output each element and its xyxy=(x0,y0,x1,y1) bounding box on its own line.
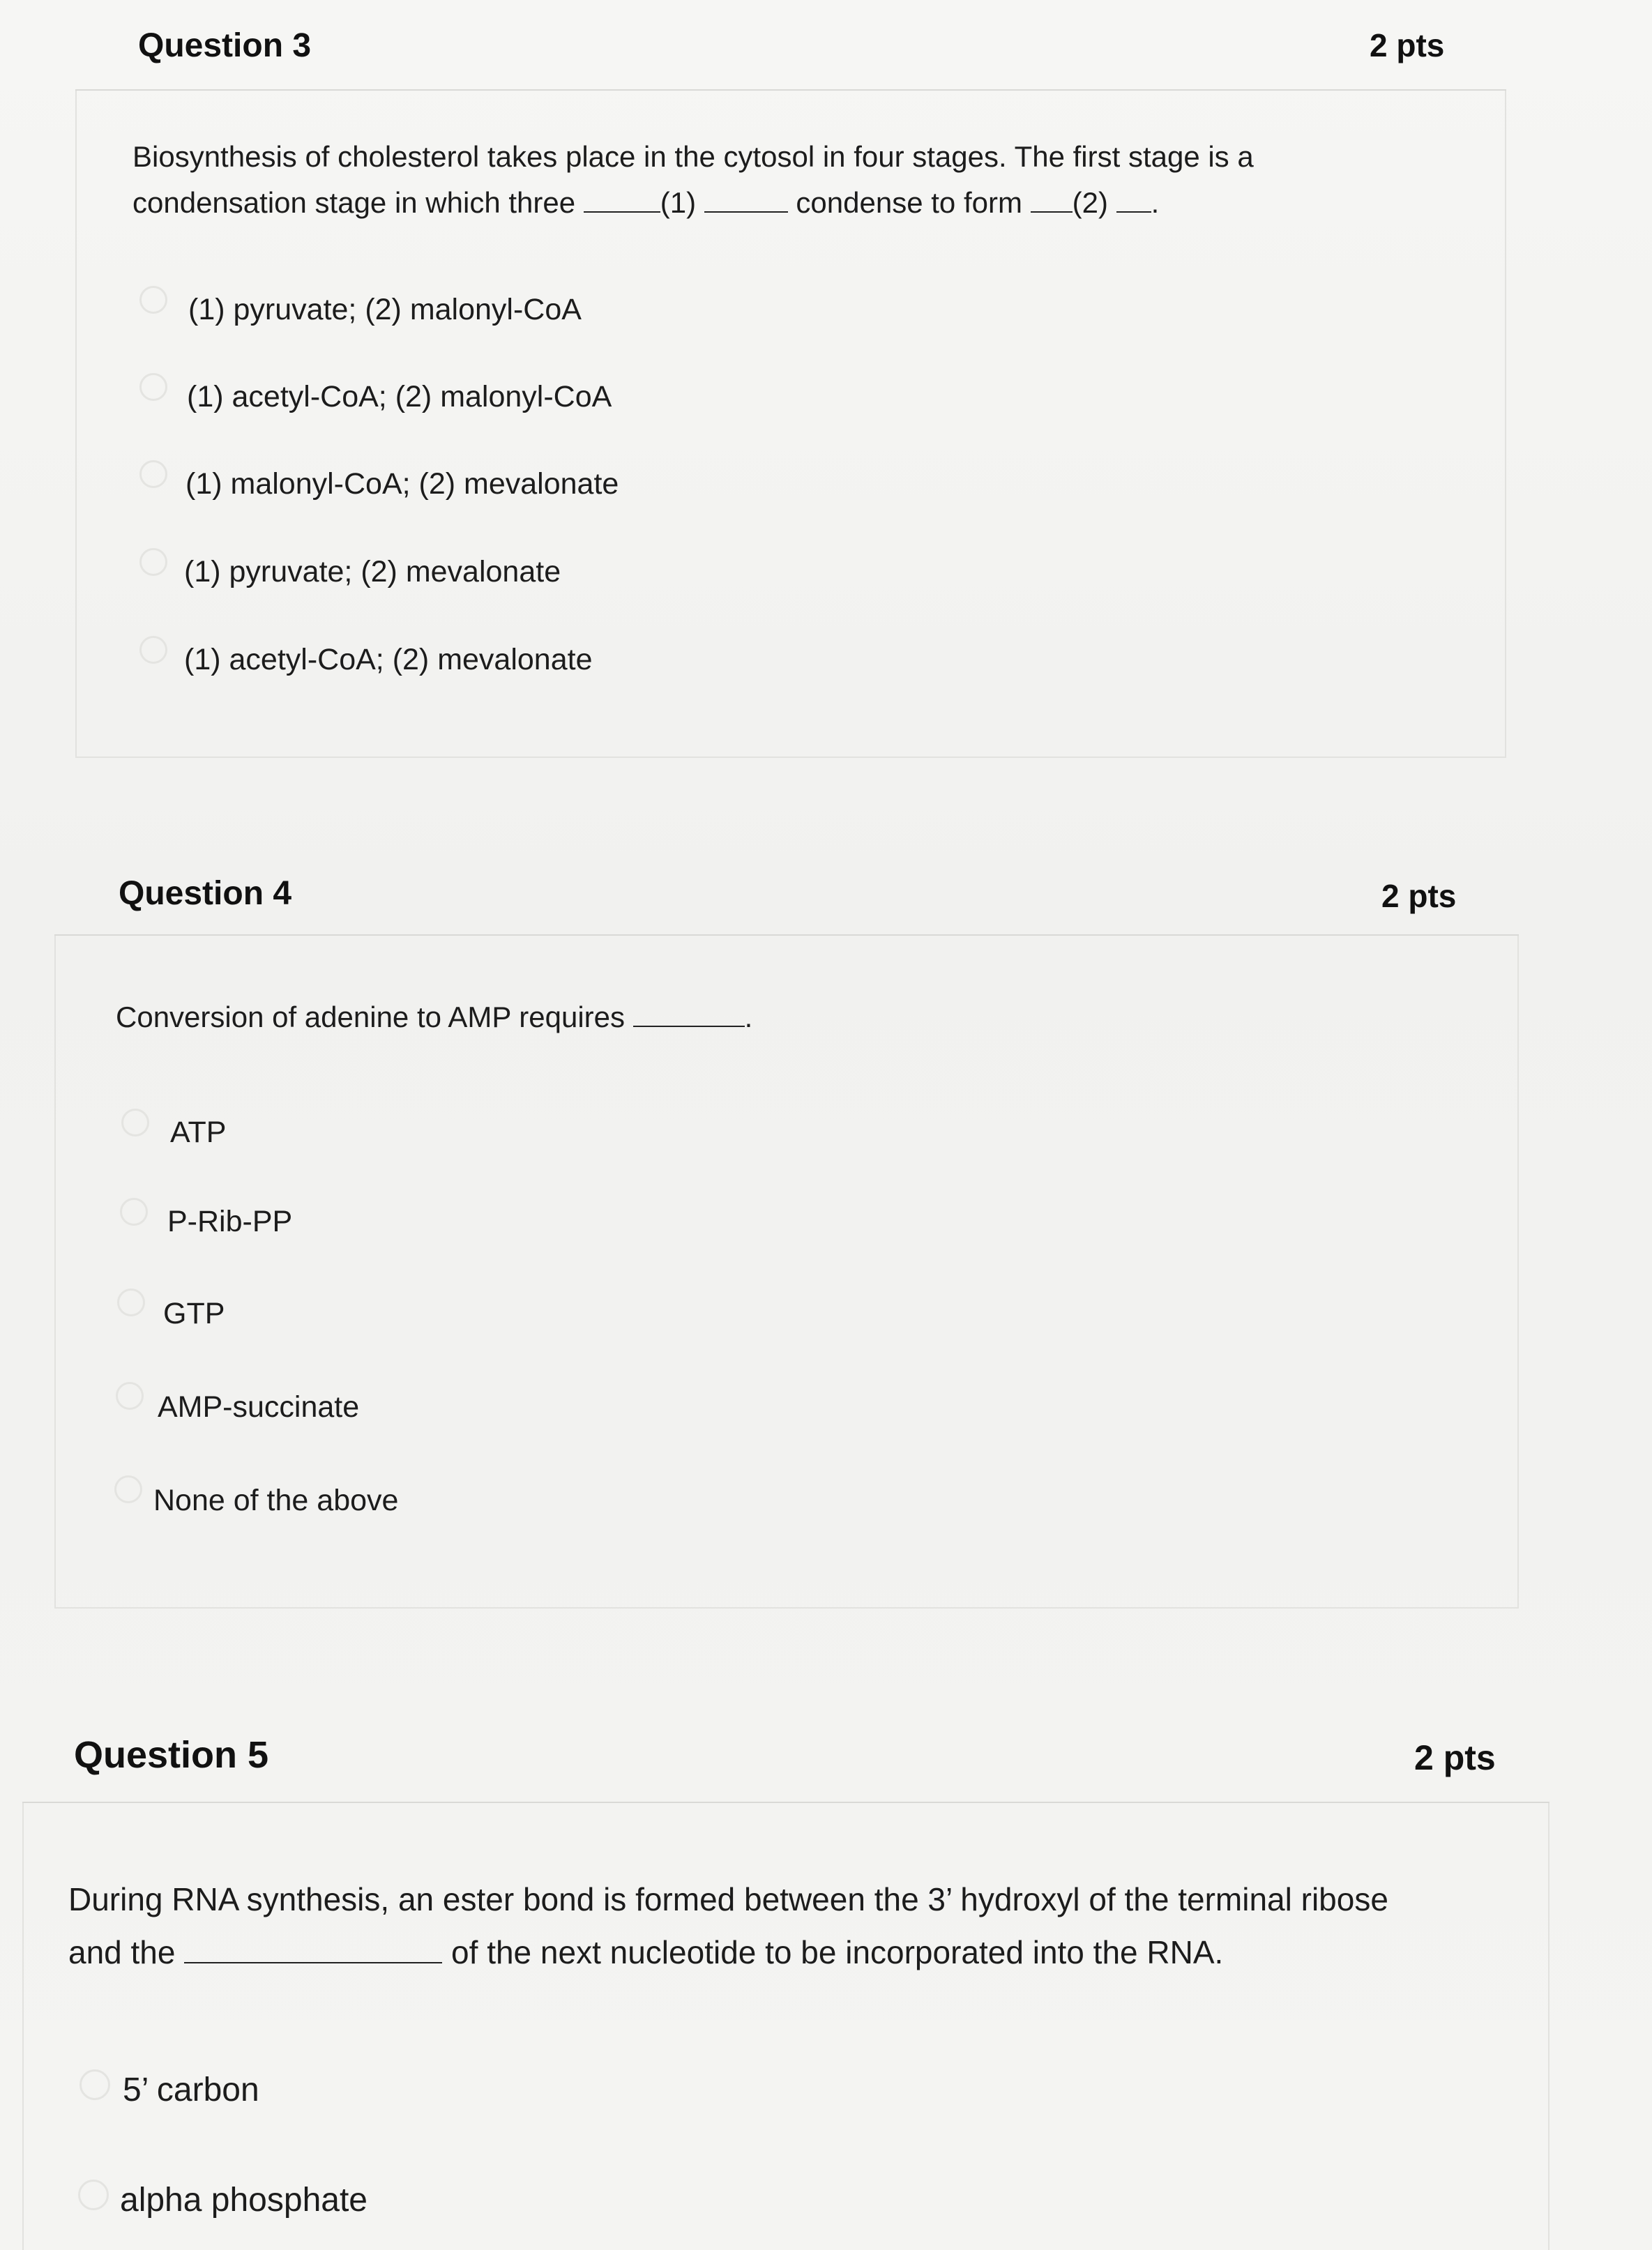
question-points: 2 pts xyxy=(1370,27,1445,63)
option-radio[interactable] xyxy=(116,1382,144,1410)
question-title: Question 3 xyxy=(138,27,312,64)
option-radio[interactable] xyxy=(139,636,167,664)
answer-blank xyxy=(584,185,660,213)
question-title: Question 5 xyxy=(74,1734,269,1776)
prompt-line-1: During RNA synthesis, an ester bond is formed between the 3’ hydroxyl of the terminal ribose xyxy=(68,1881,1388,1917)
answer-option[interactable]: GTP xyxy=(163,1297,225,1330)
answer-option[interactable]: ATP xyxy=(170,1116,227,1149)
question-body xyxy=(75,91,1506,758)
option-radio[interactable] xyxy=(117,1289,145,1316)
answer-option[interactable]: 5’ carbon xyxy=(123,2072,259,2108)
option-radio[interactable] xyxy=(120,1198,148,1226)
prompt-line-2: and the of the next nucleotide to be incorporated into the RNA. xyxy=(68,1934,1224,1970)
option-radio[interactable] xyxy=(114,1475,142,1503)
answer-option[interactable]: None of the above xyxy=(153,1484,399,1517)
option-radio[interactable] xyxy=(78,2180,109,2210)
question-prompt xyxy=(68,1873,1533,1979)
answer-option[interactable]: (1) malonyl-CoA; (2) mevalonate xyxy=(185,467,619,501)
answer-blank xyxy=(633,999,745,1027)
question-header xyxy=(54,844,1519,936)
answer-option[interactable]: P-Rib-PP xyxy=(167,1205,293,1238)
question-body xyxy=(54,936,1519,1609)
option-radio[interactable] xyxy=(79,2069,110,2100)
question-prompt xyxy=(132,134,1457,226)
question-4 xyxy=(54,844,1519,1607)
question-header xyxy=(75,0,1506,91)
option-radio[interactable] xyxy=(121,1109,149,1137)
answer-blank xyxy=(1116,185,1151,213)
question-points: 2 pts xyxy=(1414,1738,1496,1777)
answer-blank xyxy=(184,1934,442,1963)
question-5 xyxy=(22,1707,1549,2250)
prompt-line-1: Biosynthesis of cholesterol takes place in the cytosol in four stages. The first stage is a xyxy=(132,140,1254,173)
answer-option[interactable]: AMP-succinate xyxy=(158,1390,360,1424)
answer-blank xyxy=(704,185,788,213)
option-radio[interactable] xyxy=(139,286,167,314)
question-header xyxy=(22,1707,1549,1803)
question-body xyxy=(22,1803,1549,2250)
option-radio[interactable] xyxy=(139,460,167,488)
answer-blank xyxy=(1031,185,1073,213)
option-radio[interactable] xyxy=(139,548,167,576)
answer-option[interactable]: (1) pyruvate; (2) malonyl-CoA xyxy=(188,293,582,326)
option-radio[interactable] xyxy=(139,373,167,401)
question-prompt: Conversion of adenine to AMP requires . xyxy=(116,1001,753,1033)
prompt-line-2: condensation stage in which three (1) condense to form (2) . xyxy=(132,186,1160,219)
answer-option[interactable]: alpha phosphate xyxy=(120,2182,367,2219)
question-title: Question 4 xyxy=(119,875,292,912)
question-3 xyxy=(75,0,1506,757)
answer-option[interactable]: (1) pyruvate; (2) mevalonate xyxy=(184,555,561,588)
answer-option[interactable]: (1) acetyl-CoA; (2) mevalonate xyxy=(184,643,593,676)
answer-option[interactable]: (1) acetyl-CoA; (2) malonyl-CoA xyxy=(187,380,612,413)
question-points: 2 pts xyxy=(1381,878,1457,914)
